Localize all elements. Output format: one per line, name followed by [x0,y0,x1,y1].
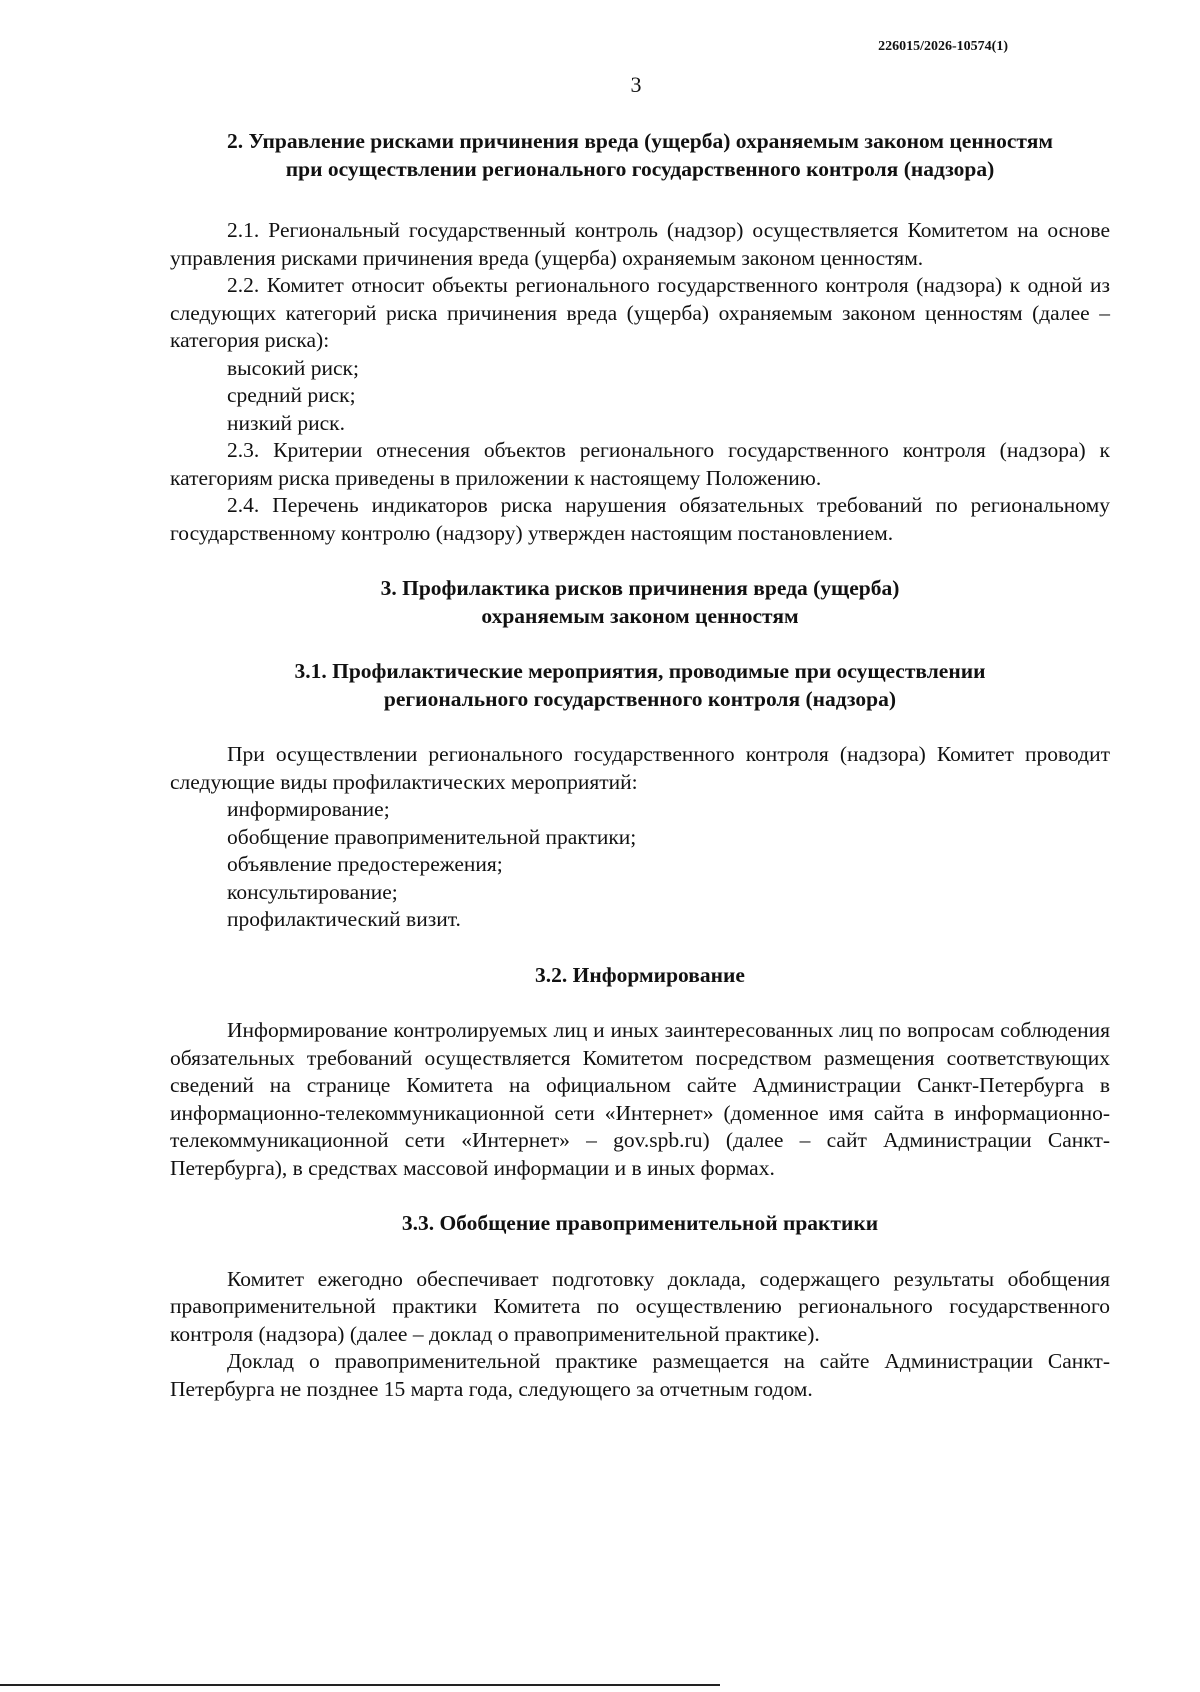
section-3-heading-line1: 3. Профилактика рисков причинения вреда (ущерба) [380,576,900,600]
measure-item: обобщение правоприменительной практики; [227,824,637,849]
measure-item: профилактический визит. [227,907,461,931]
risk-item: высокий риск; [227,355,359,380]
paragraph-2-4: 2.4. Перечень индикаторов риска нарушения обязательных требований по региональному государственному контролю (надзору) утвержден настоящим постановлением. [170,493,1110,545]
document-id: 226015/2026-10574(1) [878,39,1008,54]
section-2-heading-line2: при осуществлении регионального государственного контроля (надзора) [285,156,995,181]
subsection-3-1-heading-line1: 3.1. Профилактические мероприятия, проводимые при осуществлении [294,659,986,683]
section-2-heading-line1: 2. Управление рисками причинения вреда (ущерба) охраняемым законом ценностям [227,129,1053,153]
subsection-3-1-heading-line2: регионального государственного контроля (надзора) [383,686,897,711]
paragraph-3-1: При осуществлении регионального государственного контроля (надзора) Комитет проводит следующие виды профилактических мероприятий: [170,742,1110,794]
measure-item: информирование; [227,797,390,821]
paragraph-2-1: 2.1. Региональный государственный контроль (надзор) осуществляется Комитетом на основе управления рисками причинения вреда (ущерба) охраняемым законом ценностям. [170,218,1110,270]
risk-item: средний риск; [227,383,356,407]
paragraph-3-3b: Доклад о правоприменительной практике размещается на сайте Администрации Санкт-Петербурга не позднее 15 марта года, следующего за отчетным годом. [170,1349,1110,1401]
document-body [170,128,1110,1403]
subsection-3-2-heading: 3.2. Информирование [535,962,745,987]
page-bottom-rule [0,1684,720,1686]
paragraph-2-3: 2.3. Критерии отнесения объектов регионального государственного контроля (надзора) к категориям риска приведены в приложении к настоящему Положению. [170,438,1110,490]
measure-item: объявление предостережения; [227,852,503,876]
measure-item: консультирование; [227,879,398,904]
page-number: 3 [630,72,642,97]
section-3-heading-line2: охраняемым законом ценностям [481,603,799,628]
paragraph-3-3a: Комитет ежегодно обеспечивает подготовку доклада, содержащего результаты обобщения правоприменительной практики Комитета по осуществлению регионального государственного контроля (надзора) (далее – доклад о правоприменительной практике). [170,1266,1110,1346]
paragraph-2-2: 2.2. Комитет относит объекты регионального государственного контроля (надзора) к одной из следующих категорий риска причинения вреда (ущерба) охраняемым законом ценностям (далее – категория риска): [170,273,1110,352]
risk-item: низкий риск. [227,410,345,435]
paragraph-3-2: Информирование контролируемых лиц и иных заинтересованных лиц по вопросам соблюдения обязательных требований осуществляется Комитетом посредством размещения соответствующих сведений на странице Комитета на официальном сайте Администрации Санкт-Петербурга в информационно-телекоммуникационной сети «Интернет» (доменное имя сайта в информационно-телекоммуникационной сети «Интернет» – gov.spb.ru) (далее – сайт Администрации Санкт-Петербурга), в средствах массовой информации и в иных формах. [170,1018,1110,1180]
subsection-3-3-heading: 3.3. Обобщение правоприменительной практики [401,1211,879,1235]
